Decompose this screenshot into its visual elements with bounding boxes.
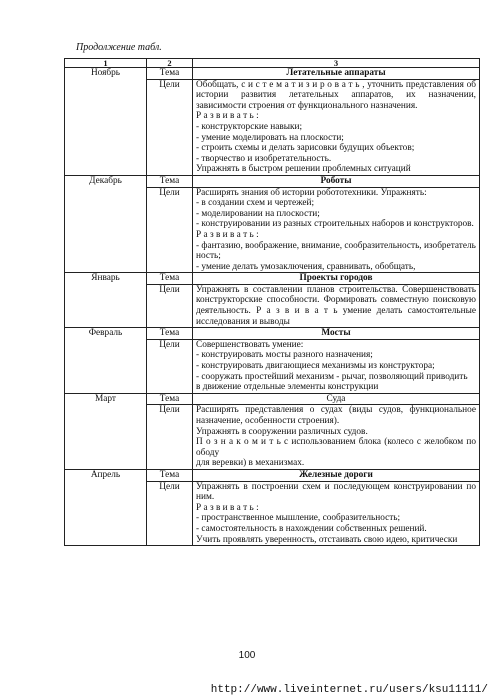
goal-line: - в создании схем и чертежей;	[196, 198, 315, 209]
goal-line: - моделировании на плоскости;	[196, 208, 320, 219]
topic-title: Проекты городов	[193, 273, 480, 285]
goal-line: - творчество и изобретательность.	[196, 153, 332, 164]
goal-line: - умение моделировать на плоскости;	[196, 132, 344, 143]
goals-label: Цели	[147, 481, 193, 546]
goals-label: Цели	[147, 339, 193, 393]
goal-line: - конструкторские навыки;	[196, 121, 303, 132]
topic-title: Роботы	[193, 175, 480, 187]
goal-line: - конструировании из разных строительных наборов и конструкторов.	[196, 219, 474, 230]
goal-line: Расширять представления о судах (виды судов, функциональное назначение, особенности строения).	[196, 405, 476, 426]
goal-line: Упражнять в сооружении различных судов.	[196, 426, 368, 437]
goal-line: - конструировать двигающиеся механизмы из конструктора;	[196, 361, 435, 372]
topic-label: Тема	[147, 393, 193, 405]
column-number: 2	[147, 59, 193, 68]
month-topic-row	[65, 273, 480, 285]
goal-line: Р а з в и в а т ь :	[196, 502, 259, 513]
goal-line: П о з н а к о м и т ь с использованием блока (колесо с желобком по ободу	[196, 437, 476, 458]
month-cell: Февраль	[65, 328, 147, 394]
page-number: 100	[238, 650, 256, 661]
goals-label: Цели	[147, 79, 193, 175]
goals-text	[193, 79, 480, 175]
goal-line: Упражнять в составлении планов строительства. Совершенствовать конструкторские способности. Формировать совместную поисковую деятельность. Р а з в и в а т ь умение делать самостоятельные исследования и выводы	[196, 284, 476, 327]
goal-line: - фантазию, воображение, внимание, сообразительность, изобретатель	[196, 240, 476, 251]
goal-line: Расширять знания об истории робототехники. Упражнять:	[196, 187, 427, 198]
goal-line: - конструировать мосты разного назначения;	[196, 350, 373, 361]
topic-title: Суда	[193, 393, 480, 405]
column-number: 1	[65, 59, 147, 68]
topic-label: Тема	[147, 328, 193, 340]
month-topic-row	[65, 469, 480, 481]
plan-table	[64, 58, 480, 546]
goal-line: ность;	[196, 251, 221, 262]
goal-line: Совершенствовать умение:	[196, 339, 304, 350]
topic-label: Тема	[147, 68, 193, 80]
plan-body	[65, 68, 480, 546]
goal-line: - пространственное мышление, сообразительность;	[196, 513, 401, 524]
goals-label: Цели	[147, 187, 193, 273]
goals-text	[193, 187, 480, 273]
month-cell: Декабрь	[65, 175, 147, 272]
goal-line: Обобщать, с и с т е м а т и з и р о в а т ь , уточнить представления об истории развития летательных аппаратов, их назначении, зависимости строения от функционального назначения.	[196, 79, 476, 111]
goal-line: - умение делать умозаключения, сравнивать, обобщать,	[196, 261, 416, 272]
goal-line: - самостоятельность в нахождении собственных решений.	[196, 523, 427, 534]
topic-label: Тема	[147, 469, 193, 481]
goals-label: Цели	[147, 405, 193, 470]
goals-text	[193, 481, 480, 546]
watermark-url: http://www.liveinternet.ru/users/ksu11111/	[210, 684, 488, 696]
topic-title: Мосты	[193, 328, 480, 340]
goal-line: - строить схемы и делать зарисовки будущих объектов;	[196, 143, 415, 154]
month-cell: Ноябрь	[65, 68, 147, 176]
column-number: 3	[193, 59, 480, 68]
goals-text	[193, 405, 480, 470]
topic-label: Тема	[147, 273, 193, 285]
column-number-row	[65, 59, 480, 68]
month-cell: Март	[65, 393, 147, 469]
month-topic-row	[65, 68, 480, 80]
goal-line: Упражнять в быстром решении проблемных ситуаций	[196, 164, 411, 175]
topic-label: Тема	[147, 175, 193, 187]
goal-line: Учить проявлять уверенность, отстаивать свою идею, критически	[196, 534, 458, 545]
goal-line: Упражнять в построении схем и последующем конструировании по ним.	[196, 481, 476, 503]
topic-title: Железные дороги	[193, 469, 480, 481]
month-topic-row	[65, 328, 480, 340]
month-topic-row	[65, 393, 480, 405]
topic-title: Летательные аппараты	[193, 68, 480, 80]
goal-line: Р а з в и в а т ь :	[196, 229, 259, 240]
month-topic-row	[65, 175, 480, 187]
goal-line: Р а з в и в а т ь :	[196, 111, 259, 122]
month-cell: Апрель	[65, 469, 147, 545]
goal-line: - сооружать простейший механизм - рычаг, позволяющий приводить	[196, 371, 468, 382]
month-cell: Январь	[65, 273, 147, 328]
goals-text	[193, 339, 480, 393]
goal-line: для веревки) в механизмах.	[196, 458, 305, 469]
goals-label: Цели	[147, 284, 193, 327]
goal-line: в движение отдельные элементы конструкции	[196, 382, 379, 393]
table-caption: Продолжение табл.	[76, 42, 162, 53]
goals-text	[193, 284, 480, 327]
